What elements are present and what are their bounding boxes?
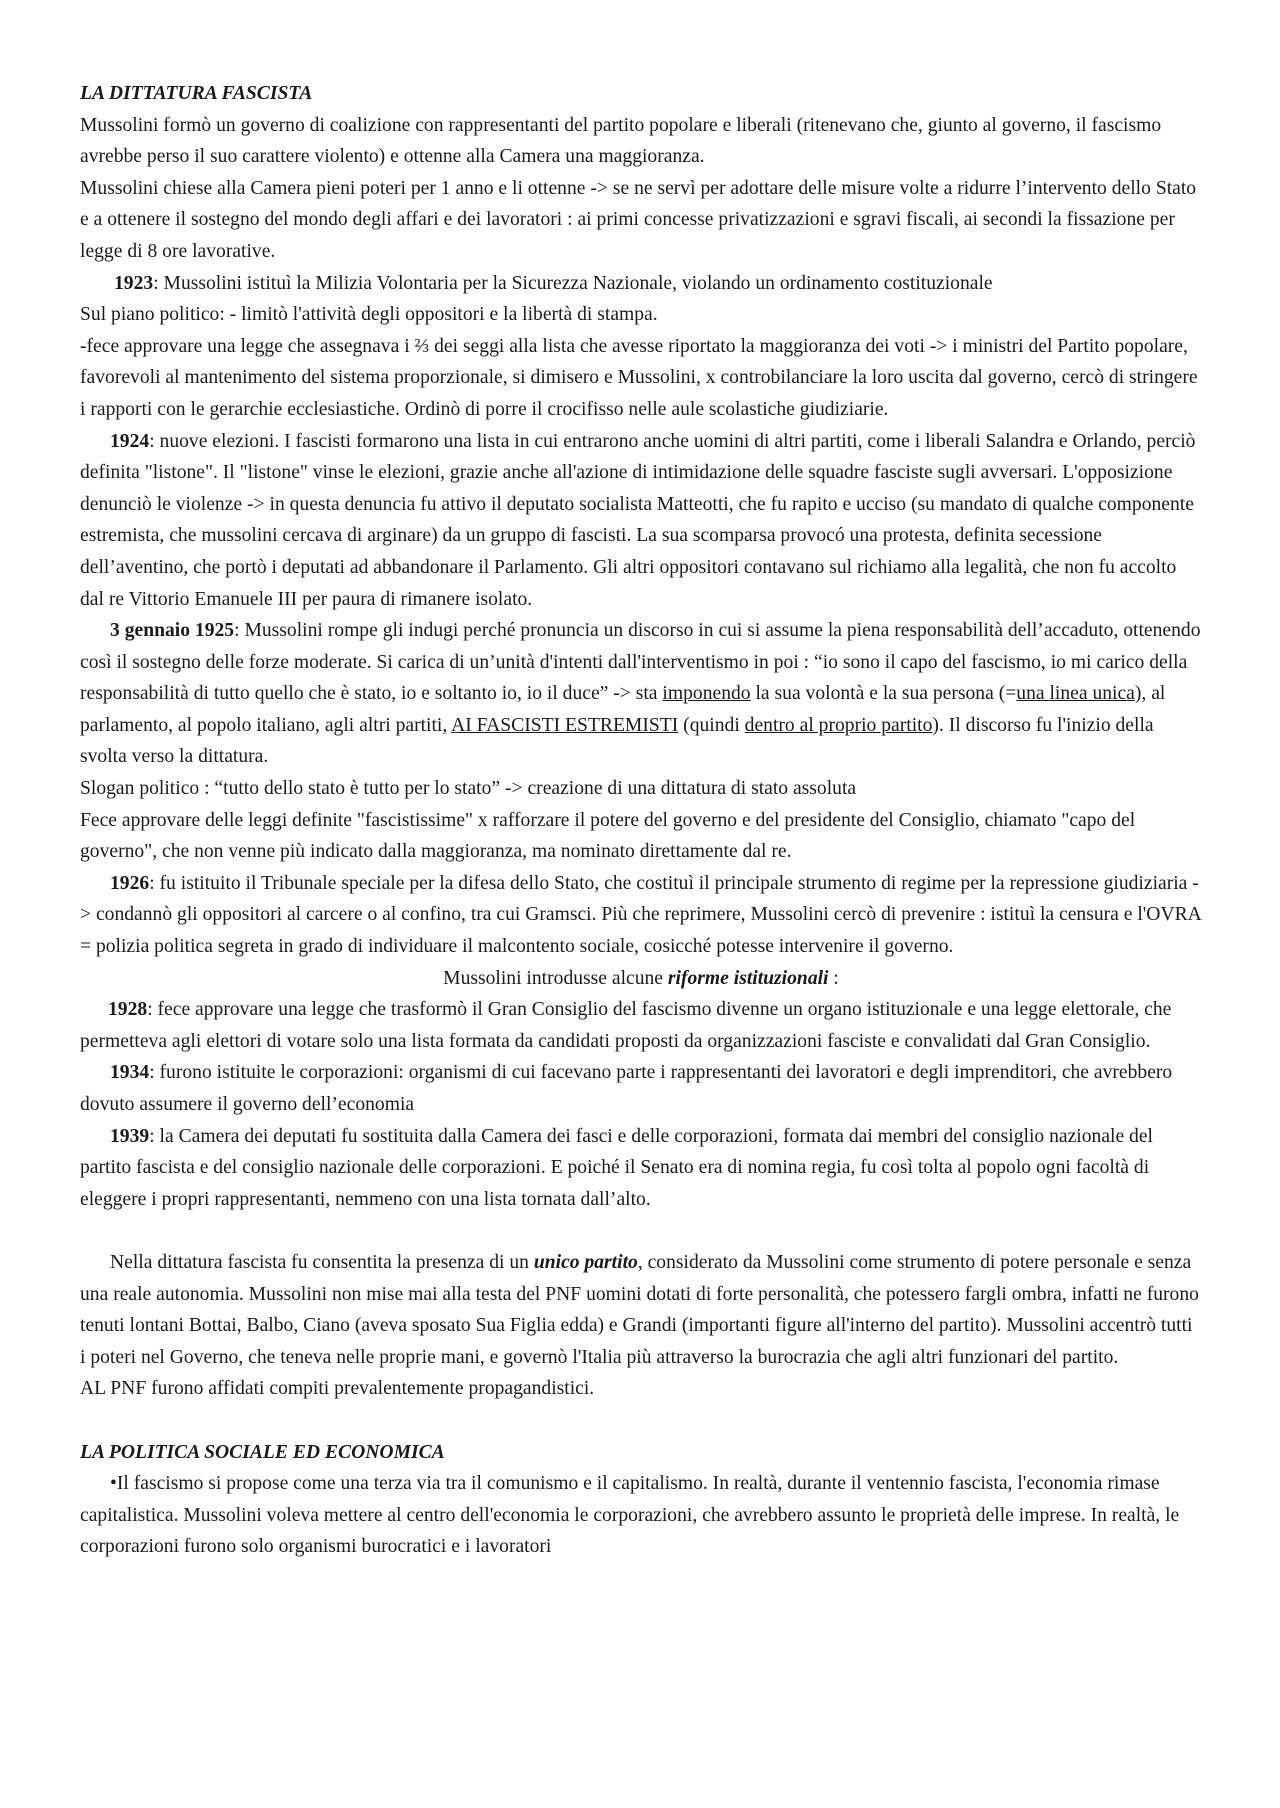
year-1928: 1928 [108,999,148,1021]
paragraph-pieni-poteri: Mussolini chiese alla Camera pieni poteri per 1 anno e li ottenne -> se ne servì per adottare delle misure volte a ridurre l’intervento dello Stato e a ottenere il sostegno del mondo degli affari e dei lavoratori : ai primi concesse privatizzazioni e sgravi fiscali, ai secondi la fissazione per legge di 8 ore lavorative. [80,177,1197,262]
text-1925-part2: la sua volontà e la sua persona (= [750,683,1017,705]
unico-partito-emphasis: unico partito [533,1251,638,1273]
text-1925-part4: (quindi [678,714,745,736]
paragraph-leggi-fascistissime: Fece approvare delle leggi definite "fascistissime" x rafforzare il potere del governo e del presidente del Consiglio, chiamato "capo del governo", che non venne più indicato dalla maggioranza, ma nominato direttamente dal re. [80,809,1136,863]
underlined-dentro-partito: dentro al proprio partito [744,714,933,736]
year-1923: 1923 [114,272,154,294]
unico-partito-pre: Nella dittatura fascista fu consentita la presenza di un [110,1251,534,1273]
paragraph-terza-via: •Il fascismo si propose come una terza via tra il comunismo e il capitalismo. In realtà, durante il ventennio fascista, l'economia rimase capitalistica. Mussolini voleva mettere al centro dell'economia le corporazioni, che avrebbero assunto le proprietà delle imprese. In realtà, le corporazioni furono solo organismi burocratici e i lavoratori [80,1473,1180,1558]
text-1925-part1: : Mussolini rompe gli indugi perché pronuncia un discorso in cui si assume la piena responsabilità dell’accaduto, ottenendo così il sostegno delle forze moderate. Si carica di un’unità d'intenti dall'interventismo in poi : “io sono il capo del fascismo, io mi carico della responsabilità di tutto quello che è stato, io e soltanto io, io il duce” -> sta [80,620,1201,705]
text-1923: : Mussolini istituì la Milizia Volontaria per la Sicurezza Nazionale, violando un ordinamento costituzionale [153,272,993,294]
paragraph-1924 [80,426,1202,616]
section-heading-dittatura: LA DITTATURA FASCISTA [80,83,313,104]
underlined-fascisti-estremisti: AI FASCISTI ESTREMISTI [451,714,679,736]
paragraph-1939 [80,1121,1202,1216]
underlined-imponendo: imponendo [662,683,751,705]
riforme-emphasis: riforme istituzionali [667,967,829,989]
year-1924: 1924 [110,430,150,452]
text-1928: : fece approvare una legge che trasformò il Gran Consiglio del fascismo divenne un organo istituzionale e una legge elettorale, che permetteva agli elettori di votare solo una lista formata da candidati proposti da organizzazioni fasciste e convalidati dal Gran Consiglio. [80,999,1172,1052]
unico-partito-post: , considerato da Mussolini come strumento di potere personale e senza una reale autonomia. Mussolini non mise mai alla testa del PNF uomini dotati di forte personalità, che potessero fargli ombra, infatti ne furono tenuti lontani Bottai, Balbo, Ciano (aveva sposato Sua Figlia edda) e Grandi (importanti figure all'interno del partito). Mussolini accentrò tutti i poteri nel Governo, che teneva nelle proprie mani, e governò l'Italia più attraverso la burocrazia che agli altri funzionari del partito. [80,1251,1199,1368]
paragraph-slogan: Slogan politico : “tutto dello stato è tutto per lo stato” -> creazione di una dittatura di stato assoluta [80,778,857,800]
paragraph-legge-due-terzi: -fece approvare una legge che assegnava i ⅔ dei seggi alla lista che avesse riportato la maggioranza dei voti -> i ministri del Partito popolare, favorevoli al mantenimento del sistema proporzionale, si dimisero e Mussolini, x controbilanciare la loro uscita dal governo, cercò di stringere i rapporti con le gerarchie ecclesiastiche. Ordinò di porre il crocifisso nelle aule scolastiche giudiziarie. [80,335,1198,420]
paragraph-1928 [80,994,1202,1057]
riforme-post: : [828,967,839,989]
text-1924: : nuove elezioni. I fascisti formarono una lista in cui entrarono anche uomini di altri partiti, come i liberali Salandra e Orlando, perciò definita "listone". Il "listone" vinse le elezioni, grazie anche all'azione di intimidazione delle squadre fasciste sugli avversari. L'opposizione denunciò le violenze -> in questa denuncia fu attivo il deputato socialista Matteotti, che fu rapito e ucciso (su mandato di qualche componente estremista, che mussolini cercava di arginare) da un gruppo di fascisti. La sua scomparsa provocó una protesta, definita secessione dell’aventino, che portò i deputati ad abbandonare il Parlamento. Gli altri oppositori contavano sul richiamo alla legalità, che non fu accolto dal re Vittorio Emanuele III per paura di rimanere isolato. [80,430,1196,610]
section-heading-politica-sociale: LA POLITICA SOCIALE ED ECONOMICA [80,1441,445,1463]
text-1926: : fu istituito il Tribunale speciale per la difesa dello Stato, che costituì il principale strumento di regime per la repressione giudiziaria -> condannò gli oppositori al carcere o al confino, tra cui Gramsci. Più che reprimere, Mussolini cercò di prevenire : istituì la censura e l'OVRA = polizia politica segreta in grado di individuare il malcontento sociale, cosicché potesse intervenire il governo. [80,872,1201,958]
year-1926: 1926 [110,872,150,894]
paragraph-1925 [80,615,1202,773]
text-1939: : la Camera dei deputati fu sostituita dalla Camera dei fasci e delle corporazioni, formata dai membri del consiglio nazionale del partito fascista e del consiglio nazionale delle corporazioni. E poiché il Senato era di nomina regia, fu così tolta al popolo ogni facoltà di eleggere i propri rappresentanti, nemmeno con una lista tornata dall’alto. [80,1125,1153,1210]
underlined-linea-unica: una linea unica [1016,683,1135,705]
riforme-pre: Mussolini introdusse alcune [443,967,668,989]
paragraph-riforme [80,963,1202,995]
paragraph-unico-partito [80,1247,1202,1373]
paragraph-piano-politico: Sul piano politico: - limitò l'attività degli oppositori e la libertà di stampa. [80,304,658,326]
year-1934: 1934 [110,1062,150,1084]
paragraph-1923 [80,268,1202,300]
paragraph-intro: Mussolini formò un governo di coalizione con rappresentanti del partito popolare e liberali (ritenevano che, giunto al governo, il fascismo avrebbe perso il suo carattere violento) e ottenne alla Camera una maggioranza. [80,114,1162,168]
paragraph-1934 [80,1057,1202,1120]
paragraph-pnf: AL PNF furono affidati compiti prevalentemente propagandistici. [80,1378,595,1400]
blank-line [80,1405,1202,1437]
date-1925: 3 gennaio 1925 [110,620,235,642]
text-1925-part5: ). Il discorso fu l'inizio della svolta verso la dittatura. [80,714,1154,768]
year-1939: 1939 [110,1125,150,1147]
paragraph-1926 [80,868,1202,963]
text-1925-part3: ), al parlamento, al popolo italiano, agli altri partiti, [80,683,1166,736]
text-1934: : furono istituite le corporazioni: organismi di cui facevano parte i rappresentanti dei lavoratori e degli imprenditori, che avrebbero dovuto assumere il governo dell’economia [80,1062,1173,1115]
blank-line [80,1215,1202,1247]
